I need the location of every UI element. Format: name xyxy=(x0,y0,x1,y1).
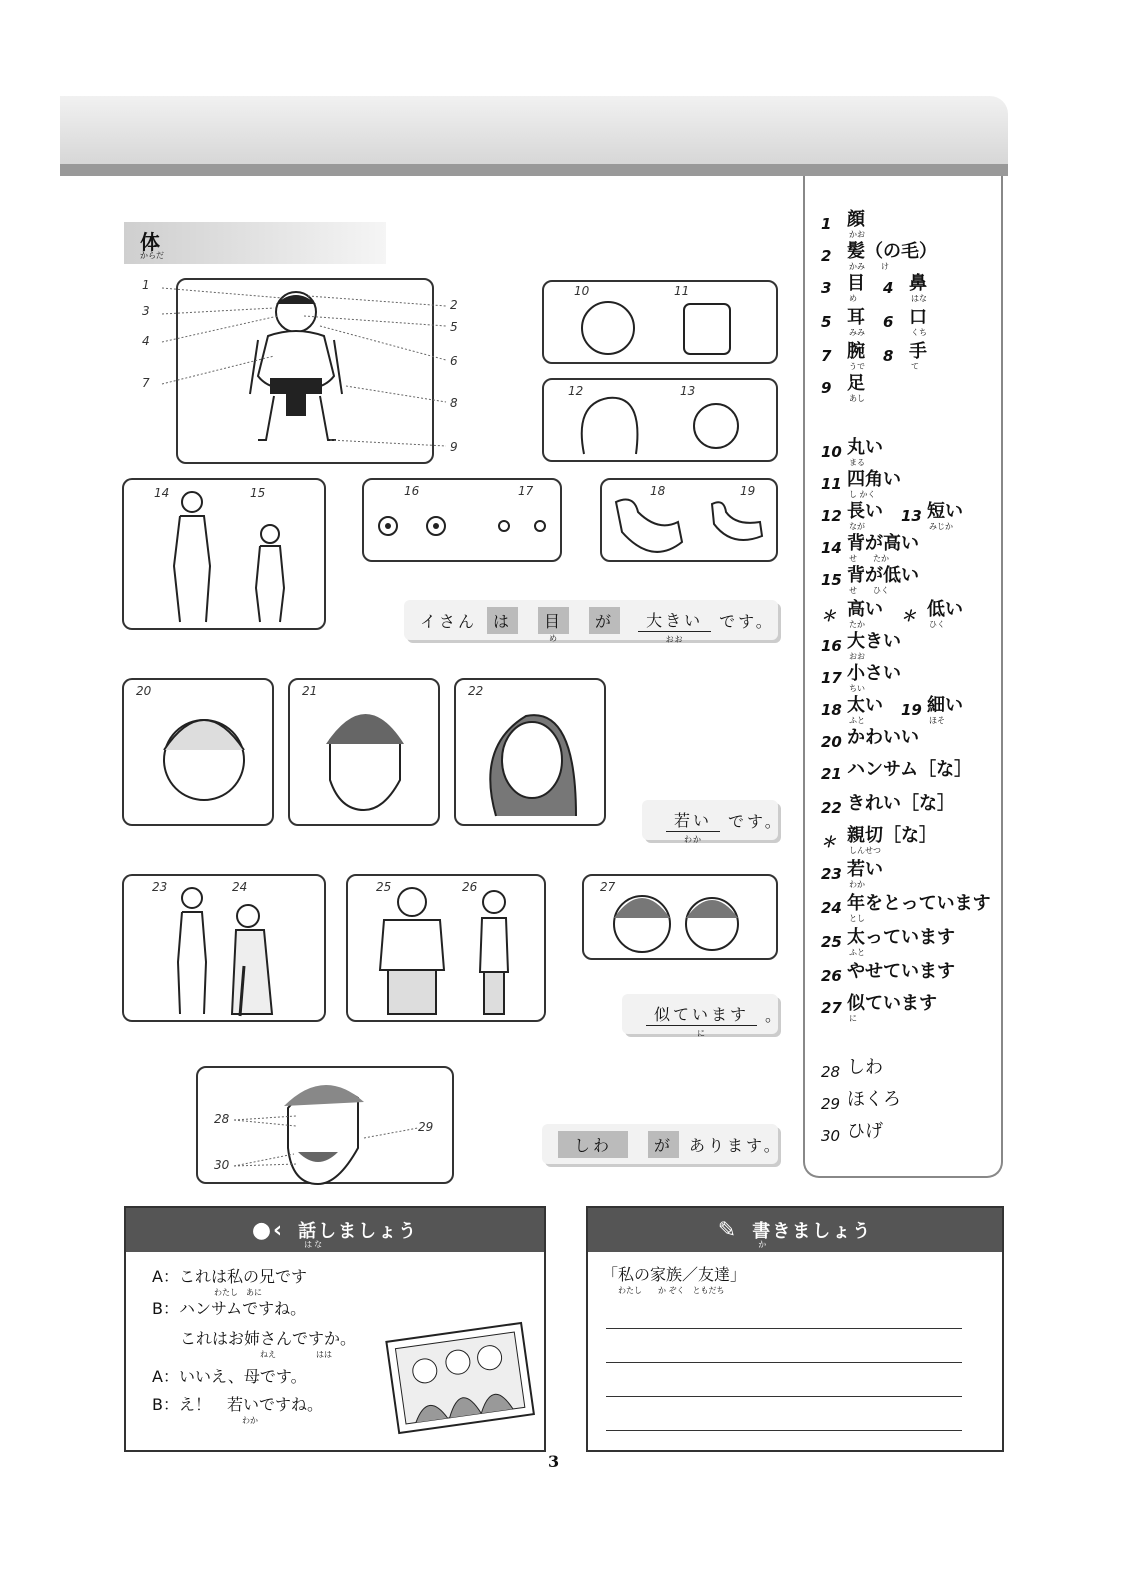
writing-line[interactable] xyxy=(606,1396,962,1397)
vocab-number: 29 xyxy=(821,1095,841,1113)
vocab-number: 20 xyxy=(821,733,842,751)
vocab-number: 25 xyxy=(821,933,842,951)
talk-header xyxy=(126,1208,544,1252)
eye-size-image xyxy=(364,480,564,564)
vocab-number: 3 xyxy=(821,279,832,297)
vocab-number: 16 xyxy=(821,637,842,655)
beautiful-face-image xyxy=(456,680,608,828)
vocab-item xyxy=(821,962,955,992)
vocab-number: 23 xyxy=(821,865,842,883)
s4-particle: が xyxy=(648,1131,679,1158)
vocab-number: 10 xyxy=(821,443,842,461)
vocab-word: 短い みじか xyxy=(927,501,963,531)
vocab-item xyxy=(821,438,883,468)
vocab-word: 耳 みみ xyxy=(847,307,865,337)
vocab-number: 26 xyxy=(821,967,842,985)
vocab-number: 24 xyxy=(821,899,842,917)
talk-title-reading: はな xyxy=(304,1240,325,1249)
vocab-item xyxy=(821,696,963,726)
label-5: 5 xyxy=(450,320,458,334)
vocab-word: 髪（の毛） かみ け xyxy=(847,241,937,271)
family-photo-image xyxy=(386,1318,534,1436)
vocab-number: 19 xyxy=(901,701,922,719)
vocab-word: 丸い まる xyxy=(847,437,883,467)
vocab-word: 太い ふと xyxy=(847,695,883,725)
vocab-word: 腕 うで xyxy=(847,341,865,371)
s4-end: あります。 xyxy=(689,1135,783,1155)
vocab-item xyxy=(821,1122,883,1152)
build-image xyxy=(348,876,548,1024)
sentence-4 xyxy=(542,1124,783,1164)
vocab-item xyxy=(821,274,927,304)
vocab-word: 長い なが xyxy=(847,501,883,531)
vocab-item xyxy=(821,1090,901,1120)
vocab-word: 年をとっています とし xyxy=(847,893,991,923)
vocab-number: 30 xyxy=(821,1127,841,1145)
vocab-word: 足 あし xyxy=(847,373,865,403)
page-number: 3 xyxy=(548,1452,560,1471)
vocab-number: 7 xyxy=(821,347,832,365)
writing-line[interactable] xyxy=(606,1328,962,1329)
vocab-word: 若い わか xyxy=(847,859,883,889)
vocab-number: 1 xyxy=(821,215,832,233)
vocab-number: 11 xyxy=(821,475,842,493)
face-shapes-image xyxy=(544,282,780,366)
vocab-list xyxy=(803,176,1003,1178)
vocab-number: 9 xyxy=(821,379,832,397)
dialogue-line-2: B：ハンサムですね。 xyxy=(152,1299,307,1318)
dialogue-line-4: A：いいえ、母です。 xyxy=(152,1367,307,1386)
label-3: 3 xyxy=(142,304,150,318)
arm-size-box: 18 19 xyxy=(600,478,778,562)
s3-verb: 似ています に xyxy=(646,1002,757,1026)
vocab-item xyxy=(821,502,963,532)
vocab-item xyxy=(821,374,865,404)
section-title: 体 xyxy=(140,230,160,254)
label-1: 1 xyxy=(142,278,150,292)
vocab-item xyxy=(821,242,937,272)
label-9: 9 xyxy=(450,440,458,454)
vocab-item xyxy=(821,308,927,338)
vocab-item xyxy=(821,470,901,500)
vocab-number: 18 xyxy=(821,701,842,719)
vocab-word: ハンサム［な］ xyxy=(847,759,973,780)
s2-adjective: 若い わか xyxy=(666,808,720,832)
label-4: 4 xyxy=(142,334,150,348)
vocab-item xyxy=(821,342,927,372)
vocab-number: ＊ xyxy=(821,833,837,851)
build-box: 25 26 xyxy=(346,874,546,1022)
old-man-face-box: 28 30 29 xyxy=(196,1066,454,1184)
vocab-number: 22 xyxy=(821,799,842,817)
vocab-number: 27 xyxy=(821,999,842,1017)
age-image xyxy=(124,876,328,1024)
sentence-1 xyxy=(404,600,778,644)
vocab-word: 鼻 はな xyxy=(909,273,927,303)
write-title-reading: か xyxy=(758,1240,769,1249)
handsome-face-image xyxy=(290,680,442,828)
vocab-word: ほくろ xyxy=(847,1089,901,1110)
vocab-word: 太っています ふと xyxy=(847,927,955,957)
vocab-word: 低い ひく xyxy=(927,599,963,629)
s2-end: です。 xyxy=(728,811,784,831)
write-panel xyxy=(586,1206,1004,1452)
cute-face-image xyxy=(124,680,276,828)
handsome-face-box: 21 xyxy=(288,678,440,826)
vocab-word: 似ています に xyxy=(847,993,937,1023)
vocab-word: かわいい xyxy=(847,727,919,748)
vocab-item xyxy=(821,728,919,758)
resemble-box: 27 xyxy=(582,874,778,960)
s1-noun: 目 め xyxy=(538,607,569,634)
vocab-number: 13 xyxy=(901,507,922,525)
vocab-number: 8 xyxy=(883,347,894,365)
vocab-item xyxy=(821,1058,883,1088)
vocab-word: やせています xyxy=(847,961,955,982)
dialogue-line-3: これはお姉さんですか。 ねえ はは xyxy=(180,1329,357,1359)
vocab-item xyxy=(821,860,883,890)
s1-particle-1: は xyxy=(487,607,518,634)
label-7: 7 xyxy=(142,376,150,390)
vocab-item xyxy=(821,664,901,694)
vocab-item xyxy=(821,632,901,662)
s1-adjective: 大きい おお xyxy=(638,608,711,632)
writing-line[interactable] xyxy=(606,1362,962,1363)
vocab-word: 大きい おお xyxy=(847,631,901,661)
vocab-word: きれい［な］ xyxy=(847,793,955,814)
vocab-word: 小さい ちい xyxy=(847,663,901,693)
vocab-item xyxy=(821,210,865,240)
vocab-word: ひげ xyxy=(847,1121,883,1142)
dialogue-line-1: A：これは私の兄です わたし あに xyxy=(152,1267,307,1297)
vocab-item xyxy=(821,928,955,958)
vocab-word: 背が高い せ たか xyxy=(847,533,919,563)
body-leader-lines xyxy=(150,286,470,466)
beautiful-face-box: 22 xyxy=(454,678,606,826)
vocab-number: 17 xyxy=(821,669,842,687)
speech-icon: ●‹ xyxy=(251,1217,285,1243)
vocab-number: 4 xyxy=(883,279,894,297)
resemble-image xyxy=(584,876,780,962)
vocab-item xyxy=(821,566,919,596)
s4-noun: しわ xyxy=(558,1131,628,1158)
vocab-word: 顔 かお xyxy=(847,209,865,239)
label-6: 6 xyxy=(450,354,458,368)
hair-length-image xyxy=(544,380,780,464)
vocab-item xyxy=(821,794,955,824)
vocab-number: 2 xyxy=(821,247,832,265)
write-title: 書きましょう xyxy=(752,1221,873,1242)
section-reading: からだ xyxy=(140,251,164,260)
age-box: 23 24 xyxy=(122,874,326,1022)
vocab-number: 5 xyxy=(821,313,832,331)
vocab-number: 21 xyxy=(821,765,842,783)
s1-particle-2: が xyxy=(589,607,620,634)
write-prompt: 「私の家族／友達」 わたし か ぞく ともだち xyxy=(602,1265,747,1295)
vocab-word: 目 め xyxy=(847,273,865,303)
vocab-word: 細い ほそ xyxy=(927,695,963,725)
eye-size-box: 16 17 xyxy=(362,478,562,562)
vocab-word: 四角い し かく xyxy=(847,469,901,499)
vocab-item xyxy=(821,760,972,790)
vocab-number: ＊ xyxy=(901,607,917,625)
write-header xyxy=(588,1208,1002,1252)
cute-face-box: 20 xyxy=(122,678,274,826)
vocab-number: 15 xyxy=(821,571,842,589)
header-banner xyxy=(60,96,1008,176)
vocab-number: 12 xyxy=(821,507,842,525)
face-shapes-box: 10 11 xyxy=(542,280,778,364)
vocab-item xyxy=(821,994,937,1024)
vocab-number: 6 xyxy=(883,313,894,331)
dialogue-line-5: B：え！ 若いですね。 わか xyxy=(152,1395,323,1425)
writing-line[interactable] xyxy=(606,1430,962,1431)
vocab-item xyxy=(821,826,937,856)
vocab-word: 高い たか xyxy=(847,599,883,629)
vocab-item xyxy=(821,600,963,630)
label-2: 2 xyxy=(450,298,458,312)
vocab-number: ＊ xyxy=(821,607,837,625)
talk-panel xyxy=(124,1206,546,1452)
vocab-item xyxy=(821,534,919,564)
sentence-3 xyxy=(622,994,785,1038)
vocab-word: 口 くち xyxy=(909,307,927,337)
s1-end: です。 xyxy=(719,611,775,631)
label-8: 8 xyxy=(450,396,458,410)
vocab-word: しわ xyxy=(847,1057,883,1078)
height-image xyxy=(124,480,328,632)
sentence-2 xyxy=(642,800,784,844)
hair-length-box: 12 13 xyxy=(542,378,778,462)
s1-subject: イさん xyxy=(420,611,478,631)
vocab-word: 背が低い せ ひく xyxy=(847,565,919,595)
arm-size-image xyxy=(602,480,780,564)
vocab-item xyxy=(821,894,991,924)
height-box: 14 15 xyxy=(122,478,326,630)
vocab-number: 28 xyxy=(821,1063,841,1081)
talk-title: 話しましょう xyxy=(298,1221,419,1242)
vocab-word: 手 て xyxy=(909,341,927,371)
pencil-icon: ✎ xyxy=(717,1217,739,1243)
s3-end: 。 xyxy=(765,1005,785,1025)
vocab-number: 14 xyxy=(821,539,842,557)
section-heading xyxy=(124,222,386,264)
vocab-word: 親切［な］ しんせつ xyxy=(847,825,937,855)
